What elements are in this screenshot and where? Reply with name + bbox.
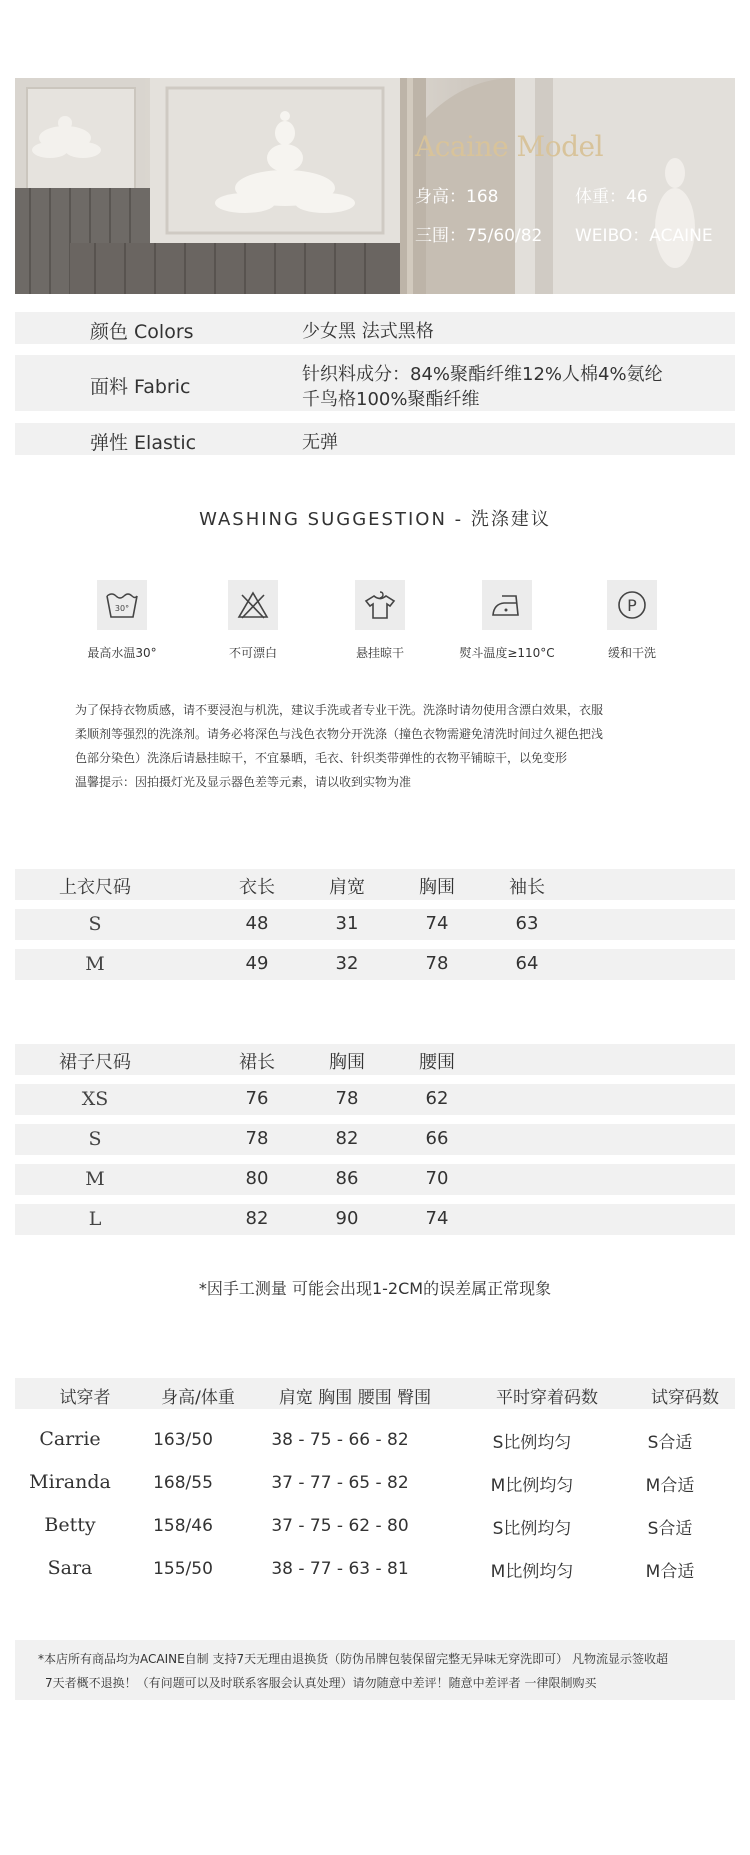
size-cell: S <box>88 913 102 935</box>
column-header: 肩宽 <box>329 877 365 898</box>
model-banner <box>15 78 735 294</box>
disclaimer-line: 7天者概不退换！（有问题可以及时联系客服会认真处理）请勿随意中差评！随意中差评者 一律限制购买 <box>45 1676 597 1690</box>
table-cell: 80 <box>245 1168 269 1189</box>
top-size-header-row <box>15 869 735 900</box>
wash-30-icon <box>97 580 147 630</box>
info-label: 弹性 Elastic <box>90 432 197 454</box>
tester-name: Sara <box>47 1557 93 1579</box>
info-value: 无弹 <box>302 432 338 453</box>
table-cell: 74 <box>425 1208 449 1229</box>
table-row <box>15 909 735 940</box>
try-on-header-row <box>15 1378 735 1409</box>
size-cell: M <box>85 953 105 975</box>
table-cell: 78 <box>335 1088 359 1109</box>
info-row-fabric <box>15 355 735 411</box>
model-measurements: 三围：75/60/82 <box>415 226 543 246</box>
table-cell: 163/50 <box>153 1430 213 1450</box>
table-cell: 155/50 <box>153 1559 213 1579</box>
table-cell: 38 - 77 - 63 - 81 <box>271 1559 409 1579</box>
column-header: 裙子尺码 <box>59 1052 131 1073</box>
table-cell: 90 <box>335 1208 359 1229</box>
table-row <box>15 1124 735 1155</box>
column-header: 试穿码数 <box>651 1388 719 1408</box>
tester-name: Betty <box>44 1514 96 1536</box>
table-cell: 78 <box>245 1128 269 1149</box>
table-cell: 82 <box>335 1128 359 1149</box>
model-weibo: WEIBO：ACAINE <box>575 226 713 246</box>
wash-caption: 最高水温30° <box>87 646 157 660</box>
wash-caption: 悬挂晾干 <box>355 646 404 660</box>
table-cell: 31 <box>335 913 359 934</box>
table-cell: 158/46 <box>153 1516 213 1536</box>
no-bleach-icon <box>228 580 278 630</box>
column-header: 袖长 <box>509 877 545 898</box>
table-cell: 64 <box>515 953 539 974</box>
size-cell: L <box>88 1208 102 1230</box>
table-cell: S比例均匀 <box>492 1519 572 1539</box>
info-row-elastic <box>15 423 735 455</box>
tester-name: Miranda <box>29 1471 111 1493</box>
table-cell: S合适 <box>647 1433 693 1453</box>
washing-note-line: 温馨提示：因拍摄灯光及显示器色差等元素，请以收到实物为准 <box>75 775 412 789</box>
size-cell: M <box>85 1168 105 1190</box>
washing-heading: WASHING SUGGESTION - 洗涤建议 <box>199 509 551 530</box>
table-cell: 76 <box>245 1088 269 1109</box>
table-cell: 82 <box>245 1208 269 1229</box>
model-weight: 体重：46 <box>575 187 648 207</box>
table-row <box>15 1084 735 1115</box>
table-row <box>15 1471 735 1511</box>
store-disclaimer <box>15 1640 735 1700</box>
table-row <box>15 1514 735 1554</box>
info-label: 面料 Fabric <box>90 376 191 398</box>
table-cell: S比例均匀 <box>492 1433 572 1453</box>
table-row <box>15 949 735 980</box>
table-cell: 70 <box>425 1168 449 1189</box>
info-label: 颜色 Colors <box>90 321 194 343</box>
table-cell: M比例均匀 <box>490 1476 574 1496</box>
info-value-line: 针织料成分：84%聚酯纤维12%人棉4%氨纶 <box>302 364 663 385</box>
info-row-colors <box>15 312 735 344</box>
table-row <box>15 1204 735 1235</box>
table-cell: 78 <box>425 953 449 974</box>
table-row <box>15 1428 735 1468</box>
wash-caption: 不可漂白 <box>228 646 277 660</box>
table-row <box>15 1164 735 1195</box>
hang-dry-icon <box>355 580 405 630</box>
table-cell: 48 <box>245 913 269 934</box>
washing-note-line: 为了保持衣物质感，请不要浸泡与机洗，建议手洗或者专业干洗。洗涤时请勿使用含漂白效果，衣服 <box>75 703 604 717</box>
column-header: 腰围 <box>419 1052 455 1073</box>
table-cell: 37 - 75 - 62 - 80 <box>271 1516 409 1536</box>
column-header: 上衣尺码 <box>59 877 131 898</box>
disclaimer-line: *本店所有商品均为ACAINE自制 支持7天无理由退换货（防伪吊牌包装保留完整无异味无穿洗即可） 凡物流显示签收超 <box>38 1652 668 1666</box>
column-header: 胸围 <box>419 877 455 898</box>
dry-clean-mark: P <box>627 596 637 615</box>
skirt-size-header-row <box>15 1044 735 1075</box>
washing-note-line: 色部分染色）洗涤后请悬挂晾干，不宜暴晒，毛衣、针织类带弹性的衣物平铺晾干，以免变形 <box>75 751 568 765</box>
table-cell: M合适 <box>645 1476 695 1496</box>
washing-note-line: 柔顺剂等强烈的洗涤剂。请务必将深色与浅色衣物分开洗涤（撞色衣物需避免清洗时间过久褪色把浅 <box>75 727 604 741</box>
wash-caption: 熨斗温度≥110°C <box>459 646 555 660</box>
table-cell: S合适 <box>647 1519 693 1539</box>
column-header: 衣长 <box>239 877 275 898</box>
tester-name: Carrie <box>39 1428 101 1450</box>
table-cell: 38 - 75 - 66 - 82 <box>271 1430 409 1450</box>
wash-caption: 缓和干洗 <box>607 646 656 660</box>
column-header: 平时穿着码数 <box>496 1388 598 1408</box>
table-cell: 168/55 <box>153 1473 213 1493</box>
column-header: 裙长 <box>239 1052 275 1073</box>
iron-icon <box>482 580 532 630</box>
table-cell: 37 - 77 - 65 - 82 <box>271 1473 409 1493</box>
info-value: 少女黑 法式黑格 <box>302 321 434 342</box>
table-cell: 74 <box>425 913 449 934</box>
table-cell: 62 <box>425 1088 449 1109</box>
model-name-title: Acaine Model <box>415 130 604 163</box>
table-cell: 49 <box>245 953 269 974</box>
measurement-note: *因手工测量 可能会出现1-2CM的误差属正常现象 <box>198 1279 552 1298</box>
table-cell: 32 <box>335 953 359 974</box>
column-header: 肩宽 胸围 腰围 臀围 <box>278 1388 432 1408</box>
size-cell: S <box>88 1128 102 1150</box>
table-cell: 66 <box>425 1128 449 1149</box>
column-header: 身高/体重 <box>161 1388 235 1408</box>
info-value-line: 千鸟格100%聚酯纤维 <box>302 389 480 410</box>
column-header: 试穿者 <box>59 1388 111 1408</box>
model-height: 身高：168 <box>415 187 499 207</box>
column-header: 胸围 <box>329 1052 365 1073</box>
wash-temp-label: 30° <box>114 604 130 613</box>
table-cell: M合适 <box>645 1562 695 1582</box>
table-row <box>15 1557 735 1597</box>
table-cell: 86 <box>335 1168 359 1189</box>
table-cell: M比例均匀 <box>490 1562 574 1582</box>
table-cell: 63 <box>515 913 539 934</box>
gentle-dry-clean-icon <box>607 580 657 630</box>
size-cell: XS <box>81 1088 109 1110</box>
